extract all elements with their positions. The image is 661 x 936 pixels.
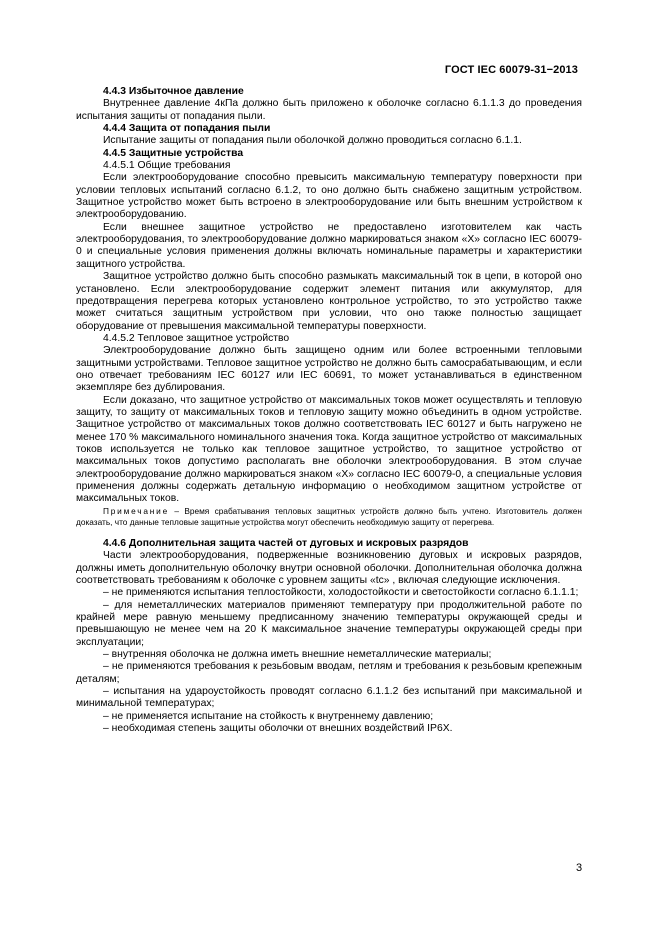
list-item: – не применяется испытание на стойкость к внутреннему давлению;: [103, 710, 434, 722]
note: [76, 506, 582, 529]
section-4-4-5-paragraph-3: Защитное устройство должно быть способно размыкать максимальный ток в цепи, в которой оно установлено. Если электрооборудование содержит элемент питания или аккумулятор, для предотвращения перегрева которых установлено контрольное устройство, то это устройство также может считаться защитным устройством при условии, что оно также полностью защищает оборудование от превышения максимальной температуры поверхности.: [76, 271, 582, 332]
section-4-4-5-1-title: 4.4.5.1 Общие требования: [103, 160, 231, 172]
document-body: [76, 86, 582, 735]
list-item: – для неметаллических материалов применяют температуру при продолжительной работе по крайней мере равную меньшему предписанному значению температуры окружающей среды и превышающую не менее чем на 20 К максимальное значение температуры окружающей среды при эксплуатации;: [76, 599, 582, 648]
section-4-4-5-paragraph-1: Если электрооборудование способно превысить максимальную температуру поверхности при условии тепловых испытаний согласно 6.1.2, то оно должно быть снабжено защитным устройством. Защитное устройство может быть встроено в электрооборудование или быть внешним устройством к электрооборудованию.: [76, 172, 582, 221]
section-4-4-4-title: 4.4.4 Защита от попадания пыли: [103, 123, 271, 135]
page-number: 3: [576, 862, 583, 874]
section-4-4-3-title: 4.4.3 Избыточное давление: [103, 86, 244, 97]
section-4-4-5-paragraph-2: Если внешнее защитное устройство не предоставлено изготовителем как часть электрооборудования, то электрооборудование должно маркироваться знаком «X» согласно IEC 60079-0 и специальные условия применения должны включать номинальные параметры и характеристики защитного устройства.: [76, 221, 582, 270]
section-4-4-3-paragraph: Внутреннее давление 4кПа должно быть приложено к оболочке согласно 6.1.1.3 до проведения испытания защиты от попадания пыли.: [76, 98, 582, 122]
section-4-4-5-paragraph-4: Электрооборудование должно быть защищено одним или более встроенными тепловыми защитными устройствами. Тепловое защитное устройство не должно быть самосрабатывающим, и если оно отвечает требованиям IEC 60127 или IEC 60691, то может устанавливаться в единственном экземпляре без дублирования.: [76, 345, 582, 394]
list-item: – внутренняя оболочка не должна иметь внешние неметаллические материалы;: [103, 648, 492, 660]
list-item: – не применяются требования к резьбовым вводам, петлям и требования к резьбовым крепежным деталям;: [76, 661, 582, 685]
document-header: ГОСТ IEC 60079-31−2013: [444, 64, 578, 76]
list-item: – испытания на удароустойкость проводят согласно 6.1.1.2 без испытаний при максимальной и минимальной температурах;: [76, 686, 582, 710]
section-4-4-6-title: 4.4.6 Дополнительная защита частей от дуговых и искровых разрядов: [103, 537, 469, 549]
list-item: – необходимая степень защиты оболочки от внешних воздействий IP6X.: [103, 723, 453, 735]
section-4-4-4-paragraph: Испытание защиты от попадания пыли оболочкой должно проводиться согласно 6.1.1.: [103, 135, 522, 147]
section-4-4-5-paragraph-5: Если доказано, что защитное устройство от максимальных токов может осуществлять и тепловую защиту, то защиту от максимальных токов и тепловую защиту можно объединить в одном устройстве. Защитное устройство от максимальных токов должно соответствовать IEC 60127 и быть нагружено не менее 170 % максимального номинального значения тока. Когда защитное устройство от максимальных токов используется не только как тепловое защитное устройство, то защитное устройство от максимальных токов допустимо располагать вне оболочки электрооборудования. В этом случае электрооборудование должно маркироваться знаком «X» согласно IEC 60079-0, а специальные условия применения должны содержать детальную информацию о необходимом защитном устройстве от максимальных токов.: [76, 394, 582, 505]
section-4-4-5-2-title: 4.4.5.2 Тепловое защитное устройство: [103, 332, 290, 344]
note-label: Примечание: [103, 505, 170, 516]
section-4-4-5-title: 4.4.5 Защитные устройства: [103, 147, 244, 159]
note-text: – Время срабатывания тепловых защитных устройств должно быть учтено. Изготовитель должен доказать, что данные тепловые защитные устройства могут обеспечить необходимую защиту от перегрева.: [76, 505, 582, 528]
list-item: – не применяются испытания теплостойкости, холодостойкости и светостойкости согласно 6.1.1.1;: [103, 587, 579, 599]
section-4-4-6-paragraph: Части электрооборудования, подверженные возникновению дуговых и искровых разрядов, должны иметь дополнительную оболочку внутри основной оболочки. Дополнительная оболочка должна соответствовать требованиям к оболочке с уровнем защиты «tc» , включая следующие исключения.: [76, 550, 582, 586]
